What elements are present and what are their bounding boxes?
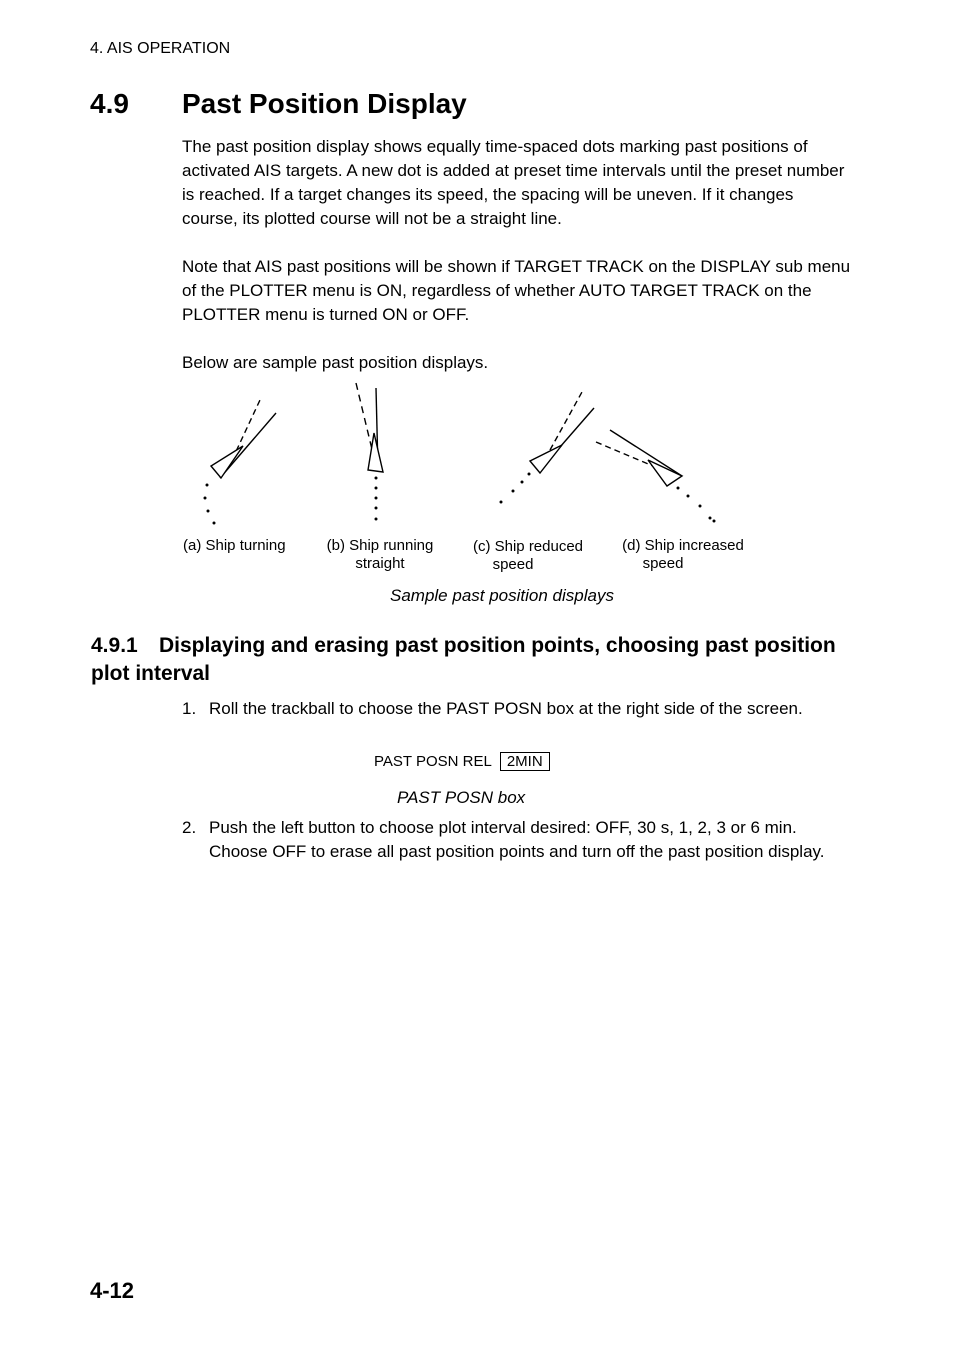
section-heading — [90, 88, 467, 120]
paragraph-intro: The past position display shows equally time-spaced dots marking past positions of activated AIS targets. A new dot is added at preset time intervals until the preset number is reached. If a target changes its speed, the spacing will be uneven. If it changes course, its plotted course will not be a straight line. — [182, 137, 845, 228]
past-posn-caption: PAST POSN box — [397, 788, 526, 807]
section-title: Past Position Display — [182, 88, 467, 119]
step-item — [182, 697, 832, 721]
ship-turning-diagram — [204, 400, 277, 525]
step-text: Roll the trackball to choose the PAST POSN box at the right side of the screen. — [209, 699, 803, 718]
figure-label-d: (d) Ship increased speed — [622, 537, 744, 572]
past-posn-label: PAST POSN REL — [374, 753, 492, 770]
figure-label-b: (b) Ship running straight — [326, 537, 434, 572]
subsection-heading — [91, 632, 851, 688]
step-item — [182, 816, 832, 864]
figure-label-a: (a) Ship turning — [183, 537, 286, 554]
section-number: 4.9 — [90, 88, 129, 119]
ship-reduced-speed-diagram — [500, 392, 595, 504]
step-number: 1. — [182, 699, 197, 718]
paragraph-note: Note that AIS past positions will be shown if TARGET TRACK on the DISPLAY sub menu of the PLOTTER menu is ON, regardless of whether AUTO TARGET TRACK on the PLOTTER menu is turned ON or OFF. — [182, 257, 851, 324]
subsection-title: Displaying and erasing past position points, choosing past position plot interval — [91, 634, 836, 685]
step-number: 2. — [182, 818, 197, 837]
ship-running-straight-diagram — [356, 383, 383, 521]
page-number: 4-12 — [90, 1278, 135, 1303]
past-position-figure — [170, 378, 760, 538]
ship-increased-speed-diagram — [596, 430, 716, 523]
figure-caption: Sample past position displays — [390, 586, 614, 605]
paragraph-samples: Below are sample past position displays. — [182, 353, 489, 372]
step-text: Push the left button to choose plot interval desired: OFF, 30 s, 1, 2, 3 or 6 min. Choose OFF to erase all past position points and turn off the past position display. — [209, 818, 825, 861]
running-head: 4. AIS OPERATION — [90, 40, 231, 57]
past-posn-value: 2MIN — [500, 752, 550, 771]
subsection-number: 4.9.1 — [91, 634, 138, 657]
figure-label-c: (c) Ship reduced speed — [472, 538, 584, 573]
past-posn-box — [374, 752, 550, 771]
